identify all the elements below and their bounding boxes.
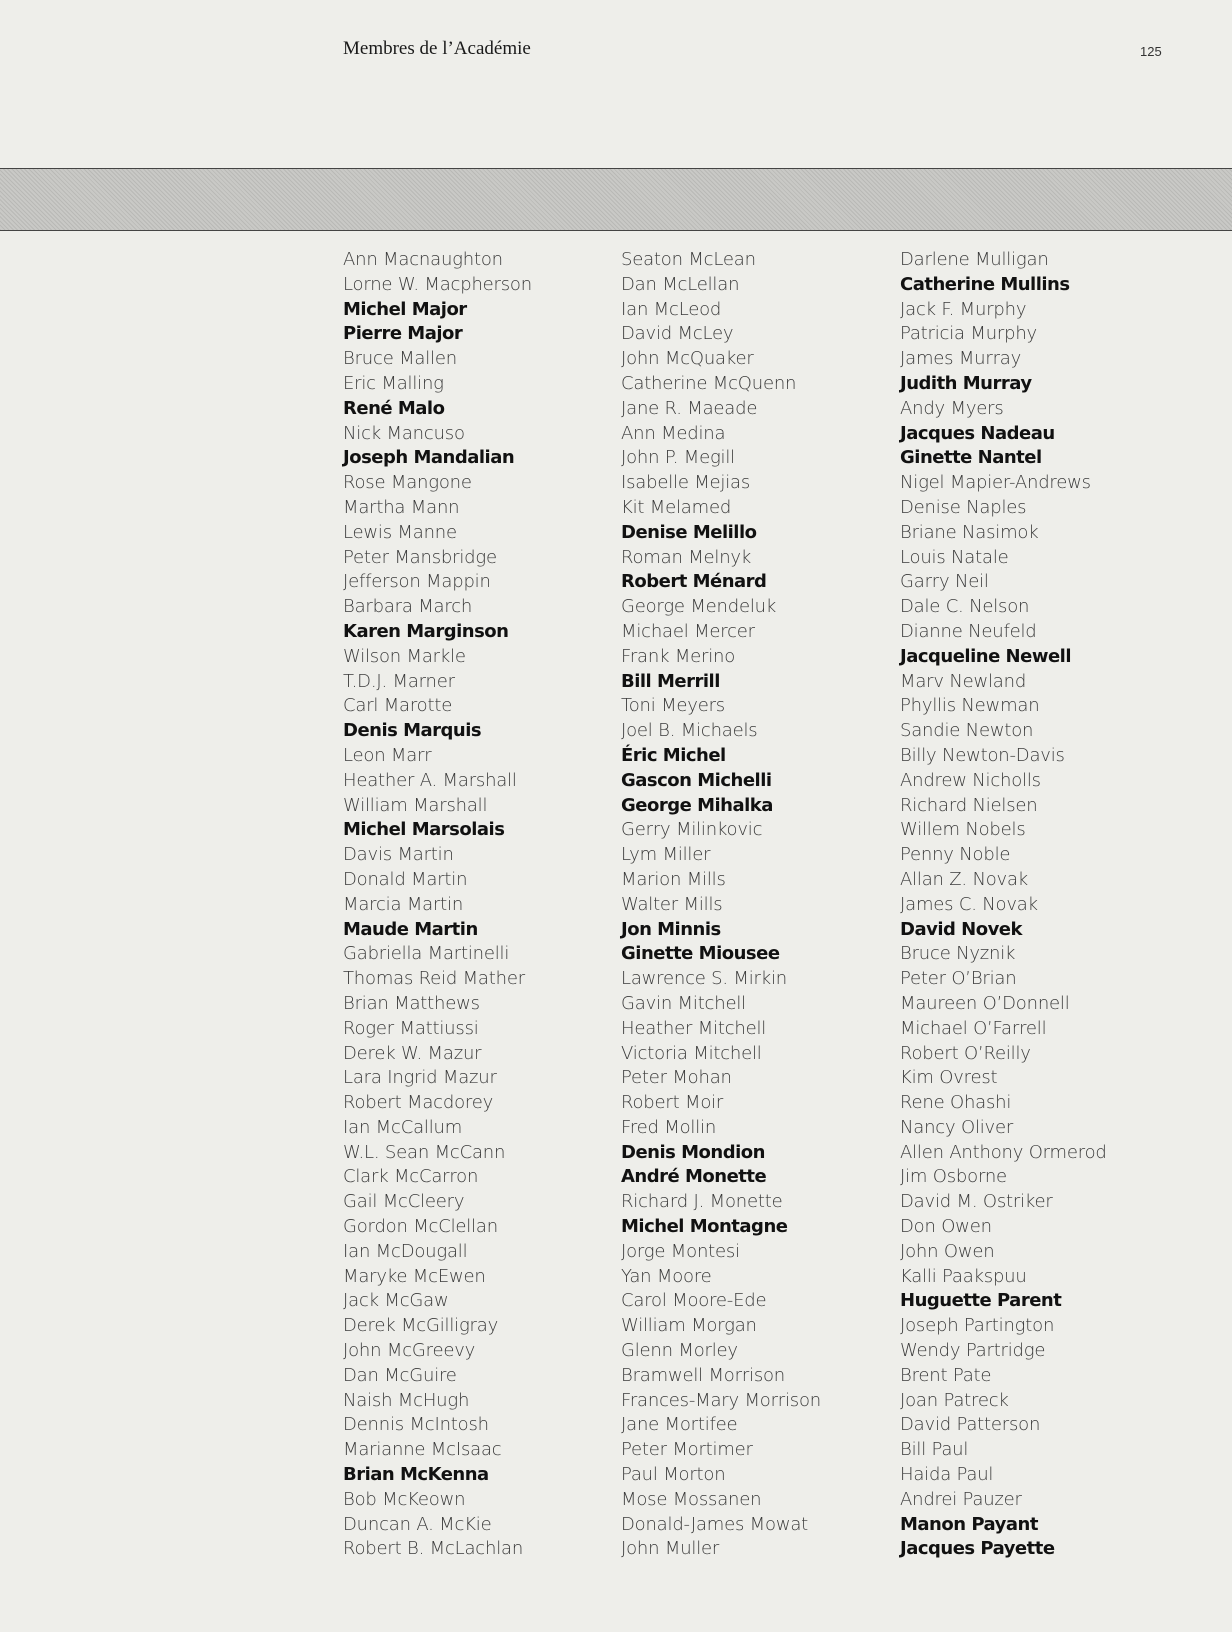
member-name: Dale C. Nelson <box>900 596 1030 618</box>
member-name: David Novek <box>900 918 1022 940</box>
member-name: Richard J. Monette <box>621 1191 783 1213</box>
member-name: Joel B. Michaels <box>621 720 758 742</box>
member-name: Brian McKenna <box>343 1464 489 1486</box>
member-name: Naish McHugh <box>343 1389 470 1411</box>
member-name: Briane Nasimok <box>900 521 1039 543</box>
member-name: David McLey <box>621 323 734 345</box>
member-name: Catherine Mullins <box>900 273 1070 295</box>
member-name: Jane R. Maeade <box>621 397 758 419</box>
member-name: John McQuaker <box>621 348 754 370</box>
member-name: Michel Marsolais <box>343 819 505 841</box>
member-name: Jacques Nadeau <box>900 422 1055 444</box>
member-name: Maryke McEwen <box>343 1265 486 1287</box>
member-name: Victoria Mitchell <box>621 1042 762 1064</box>
member-name: Heather A. Marshall <box>343 769 517 791</box>
member-name: Brent Pate <box>900 1364 992 1386</box>
member-name: Jorge Montesi <box>621 1240 740 1262</box>
member-name: Robert B. McLachlan <box>343 1538 524 1560</box>
member-name: Michael Mercer <box>621 620 755 642</box>
member-name: Don Owen <box>900 1216 992 1238</box>
member-name: Kim Ovrest <box>900 1067 998 1089</box>
member-name: Jacques Payette <box>900 1538 1055 1560</box>
member-name: Manon Payant <box>900 1513 1038 1535</box>
member-name: Ann Medina <box>621 422 726 444</box>
member-name: Richard Nielsen <box>900 794 1038 816</box>
member-name: W.L. Sean McCann <box>343 1141 506 1163</box>
member-name: Pierre Major <box>343 323 463 345</box>
member-name: Dennis McIntosh <box>343 1414 489 1436</box>
member-name: Donald-James Mowat <box>621 1513 809 1535</box>
member-name: Ginette Miousee <box>621 943 780 965</box>
member-name: Catherine McQuenn <box>621 372 797 394</box>
member-name: John P. Megill <box>621 447 735 469</box>
member-name: Ian McLeod <box>621 298 722 320</box>
member-name: Seaton McLean <box>621 249 756 270</box>
member-name: Rene Ohashi <box>900 1092 1012 1114</box>
member-name: Michel Montagne <box>621 1216 788 1238</box>
member-name: Bill Paul <box>900 1439 969 1461</box>
member-name: Judith Murray <box>900 372 1032 394</box>
member-name: Jim Osborne <box>900 1166 1007 1188</box>
member-name: Martha Mann <box>343 496 460 518</box>
member-name: Joseph Partington <box>900 1315 1055 1337</box>
member-name: Andrei Pauzer <box>900 1488 1022 1510</box>
member-name: Peter Mansbridge <box>343 546 497 568</box>
member-name: Maureen O’Donnell <box>900 992 1070 1014</box>
member-name: Gail McCleery <box>343 1191 465 1213</box>
member-name: Denis Mondion <box>621 1141 765 1163</box>
member-name: Davis Martin <box>343 844 454 866</box>
member-name: Mose Mossanen <box>621 1488 762 1510</box>
member-name: Gordon McClellan <box>343 1216 498 1238</box>
member-name: James C. Novak <box>900 893 1038 915</box>
member-name: Bob McKeown <box>343 1488 466 1510</box>
member-name: Nick Mancuso <box>343 422 465 444</box>
member-name: Eric Malling <box>343 372 444 394</box>
member-name: Karen Marginson <box>343 620 509 642</box>
member-name: Willem Nobels <box>900 819 1026 841</box>
member-name: Dan McLellan <box>621 273 740 295</box>
member-name: Fred Mollin <box>621 1116 717 1138</box>
member-name: Frances-Mary Morrison <box>621 1389 822 1411</box>
member-name: Maude Martin <box>343 918 478 940</box>
member-name: Thomas Reid Mather <box>343 968 525 990</box>
member-name: Robert Moir <box>621 1092 724 1114</box>
member-name: Garry Neil <box>900 571 989 593</box>
member-name: Lewis Manne <box>343 521 457 543</box>
member-name: Gavin Mitchell <box>621 992 746 1014</box>
member-name: Roman Melnyk <box>621 546 752 568</box>
member-name: Haida Paul <box>900 1464 994 1486</box>
member-name: Peter Mohan <box>621 1067 732 1089</box>
member-name: Kalli Paakspuu <box>900 1265 1027 1287</box>
member-name: Derek McGilligray <box>343 1315 499 1337</box>
member-name: Bramwell Morrison <box>621 1364 786 1386</box>
member-name: Marcia Martin <box>343 893 464 915</box>
member-name: Darlene Mulligan <box>900 249 1049 270</box>
member-name: Carol Moore-Ede <box>621 1290 767 1312</box>
member-column-3 <box>900 248 1107 1562</box>
member-name: Lawrence S. Mirkin <box>621 968 787 990</box>
member-name: Isabelle Mejias <box>621 472 751 494</box>
member-name: James Murray <box>900 348 1022 370</box>
member-column-2 <box>621 248 821 1562</box>
member-name: Billy Newton-Davis <box>900 744 1065 766</box>
member-name: Bill Merrill <box>621 670 720 692</box>
member-name: Jack F. Murphy <box>900 298 1027 320</box>
member-name: Glenn Morley <box>621 1340 738 1362</box>
member-name: Joan Patreck <box>900 1389 1009 1411</box>
member-name: Toni Meyers <box>621 695 725 717</box>
member-name: Lorne W. Macpherson <box>343 273 532 295</box>
member-name: Michel Major <box>343 298 467 320</box>
member-name: David Patterson <box>900 1414 1041 1436</box>
member-name: Clark McCarron <box>343 1166 479 1188</box>
member-name: George Mendeluk <box>621 596 777 618</box>
member-name: Yan Moore <box>621 1265 712 1287</box>
member-name: Ginette Nantel <box>900 447 1042 469</box>
member-name: John McGreevy <box>343 1340 476 1362</box>
member-name: Phyllis Newman <box>900 695 1040 717</box>
member-name: Jack McGaw <box>343 1290 449 1312</box>
member-name: Rose Mangone <box>343 472 472 494</box>
member-name: Brian Matthews <box>343 992 480 1014</box>
member-name: John Owen <box>900 1240 995 1262</box>
member-name: Ann Macnaughton <box>343 249 503 270</box>
member-name: Jefferson Mappin <box>343 571 491 593</box>
member-name: Gerry Milinkovic <box>621 819 763 841</box>
member-name: Walter Mills <box>621 893 723 915</box>
member-name: Allan Z. Novak <box>900 868 1029 890</box>
member-name: William Marshall <box>343 794 488 816</box>
member-column-1 <box>343 248 532 1562</box>
member-name: Marion Mills <box>621 868 726 890</box>
member-name: T.D.J. Marner <box>343 670 455 692</box>
member-name: Huguette Parent <box>900 1290 1062 1312</box>
member-name: Gascon Michelli <box>621 769 772 791</box>
member-name: Paul Morton <box>621 1464 726 1486</box>
member-name: Penny Noble <box>900 844 1011 866</box>
member-name: Joseph Mandalian <box>343 447 515 469</box>
member-name: Kit Melamed <box>621 496 732 518</box>
decorative-band <box>0 168 1232 231</box>
member-name: Derek W. Mazur <box>343 1042 482 1064</box>
member-name: René Malo <box>343 397 445 419</box>
member-name: Nancy Oliver <box>900 1116 1014 1138</box>
member-name: André Monette <box>621 1166 767 1188</box>
member-name: Jane Mortifee <box>621 1414 738 1436</box>
member-name: Andrew Nicholls <box>900 769 1041 791</box>
member-name: Marv Newland <box>900 670 1027 692</box>
member-name: Denise Melillo <box>621 521 757 543</box>
member-name: Heather Mitchell <box>621 1017 767 1039</box>
member-name: Dan McGuire <box>343 1364 457 1386</box>
member-name: Andy Myers <box>900 397 1004 419</box>
member-name: Gabriella Martinelli <box>343 943 510 965</box>
member-name: Éric Michel <box>621 744 726 766</box>
member-name: Michael O’Farrell <box>900 1017 1047 1039</box>
member-name: Lym Miller <box>621 844 711 866</box>
member-name: Jacqueline Newell <box>900 645 1071 667</box>
member-name: Bruce Mallen <box>343 348 457 370</box>
member-name: Patricia Murphy <box>900 323 1038 345</box>
member-name: Wilson Markle <box>343 645 466 667</box>
member-name: Sandie Newton <box>900 720 1034 742</box>
member-name: Louis Natale <box>900 546 1009 568</box>
member-name: Carl Marotte <box>343 695 453 717</box>
member-name: Nigel Mapier-Andrews <box>900 472 1091 494</box>
member-name: Barbara March <box>343 596 473 618</box>
member-name: Peter Mortimer <box>621 1439 753 1461</box>
member-name: John Muller <box>621 1538 720 1560</box>
member-name: Peter O’Brian <box>900 968 1017 990</box>
member-name: Ian McDougall <box>343 1240 468 1262</box>
member-name: Allen Anthony Ormerod <box>900 1141 1107 1163</box>
member-name: Duncan A. McKie <box>343 1513 492 1535</box>
member-name: Robert Macdorey <box>343 1092 494 1114</box>
member-name: Dianne Neufeld <box>900 620 1037 642</box>
member-name: Donald Martin <box>343 868 468 890</box>
member-name: David M. Ostriker <box>900 1191 1053 1213</box>
member-name: Ian McCallum <box>343 1116 463 1138</box>
member-name: Denis Marquis <box>343 720 482 742</box>
member-name: William Morgan <box>621 1315 757 1337</box>
member-name: Wendy Partridge <box>900 1340 1046 1362</box>
member-name: Frank Merino <box>621 645 736 667</box>
member-name: Jon Minnis <box>621 918 721 940</box>
member-name: Bruce Nyznik <box>900 943 1016 965</box>
member-name: Robert O’Reilly <box>900 1042 1031 1064</box>
member-name: Marianne McIsaac <box>343 1439 502 1461</box>
page-number: 125 <box>1140 44 1162 59</box>
member-name: Robert Ménard <box>621 571 767 593</box>
member-name: Denise Naples <box>900 496 1027 518</box>
member-name: Leon Marr <box>343 744 432 766</box>
member-name: George Mihalka <box>621 794 773 816</box>
page-title: Membres de l’Académie <box>343 38 531 59</box>
member-name: Roger Mattiussi <box>343 1017 479 1039</box>
member-name: Lara Ingrid Mazur <box>343 1067 497 1089</box>
